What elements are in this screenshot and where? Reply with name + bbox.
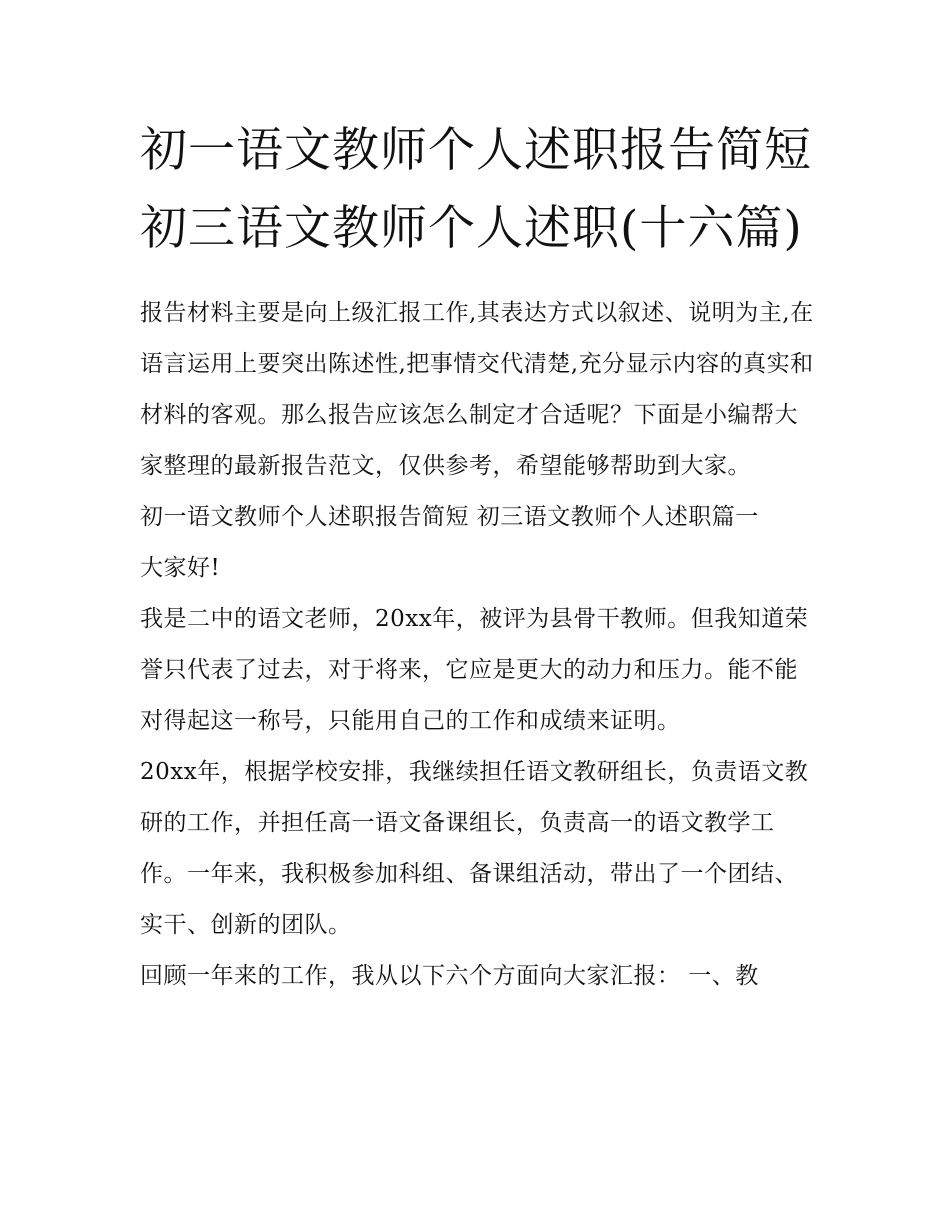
- section-heading: 初一语文教师个人述职报告简短 初三语文教师个人述职篇一: [140, 504, 759, 530]
- body-paragraph: 回顾一年来的工作，我从以下六个方面向大家汇报： 一、教: [140, 963, 759, 989]
- greeting-paragraph: 大家好!: [140, 555, 221, 581]
- intro-paragraph: 报告材料主要是向上级汇报工作,其表达方式以叙述、说明为主,在语言运用上要突出陈述性,把事情交代清楚,充分显示内容的真实和材料的客观。那么报告应该怎么制定才合适呢？下面是小编帮大家整理的最新报告范文，仅供参考，希望能够帮助到大家。: [140, 300, 814, 479]
- body-paragraph: 我是二中的语文老师，20xx年，被评为县骨干教师。但我知道荣誉只代表了过去，对于将来，它应是更大的动力和压力。能不能对得起这一称号，只能用自己的工作和成绩来证明。: [140, 606, 809, 734]
- body-paragraph: 20xx年，根据学校安排，我继续担任语文教研组长，负责语文教研的工作，并担任高一语文备课组长，负责高一的语文教学工作。一年来，我积极参加科组、备课组活动，带出了一个团结、实干、创新的团队。: [140, 759, 809, 938]
- document-title: 初一语文教师个人述职报告简短 初三语文教师个人述职(十六篇): [140, 123, 812, 256]
- document-page: [140, 112, 820, 1002]
